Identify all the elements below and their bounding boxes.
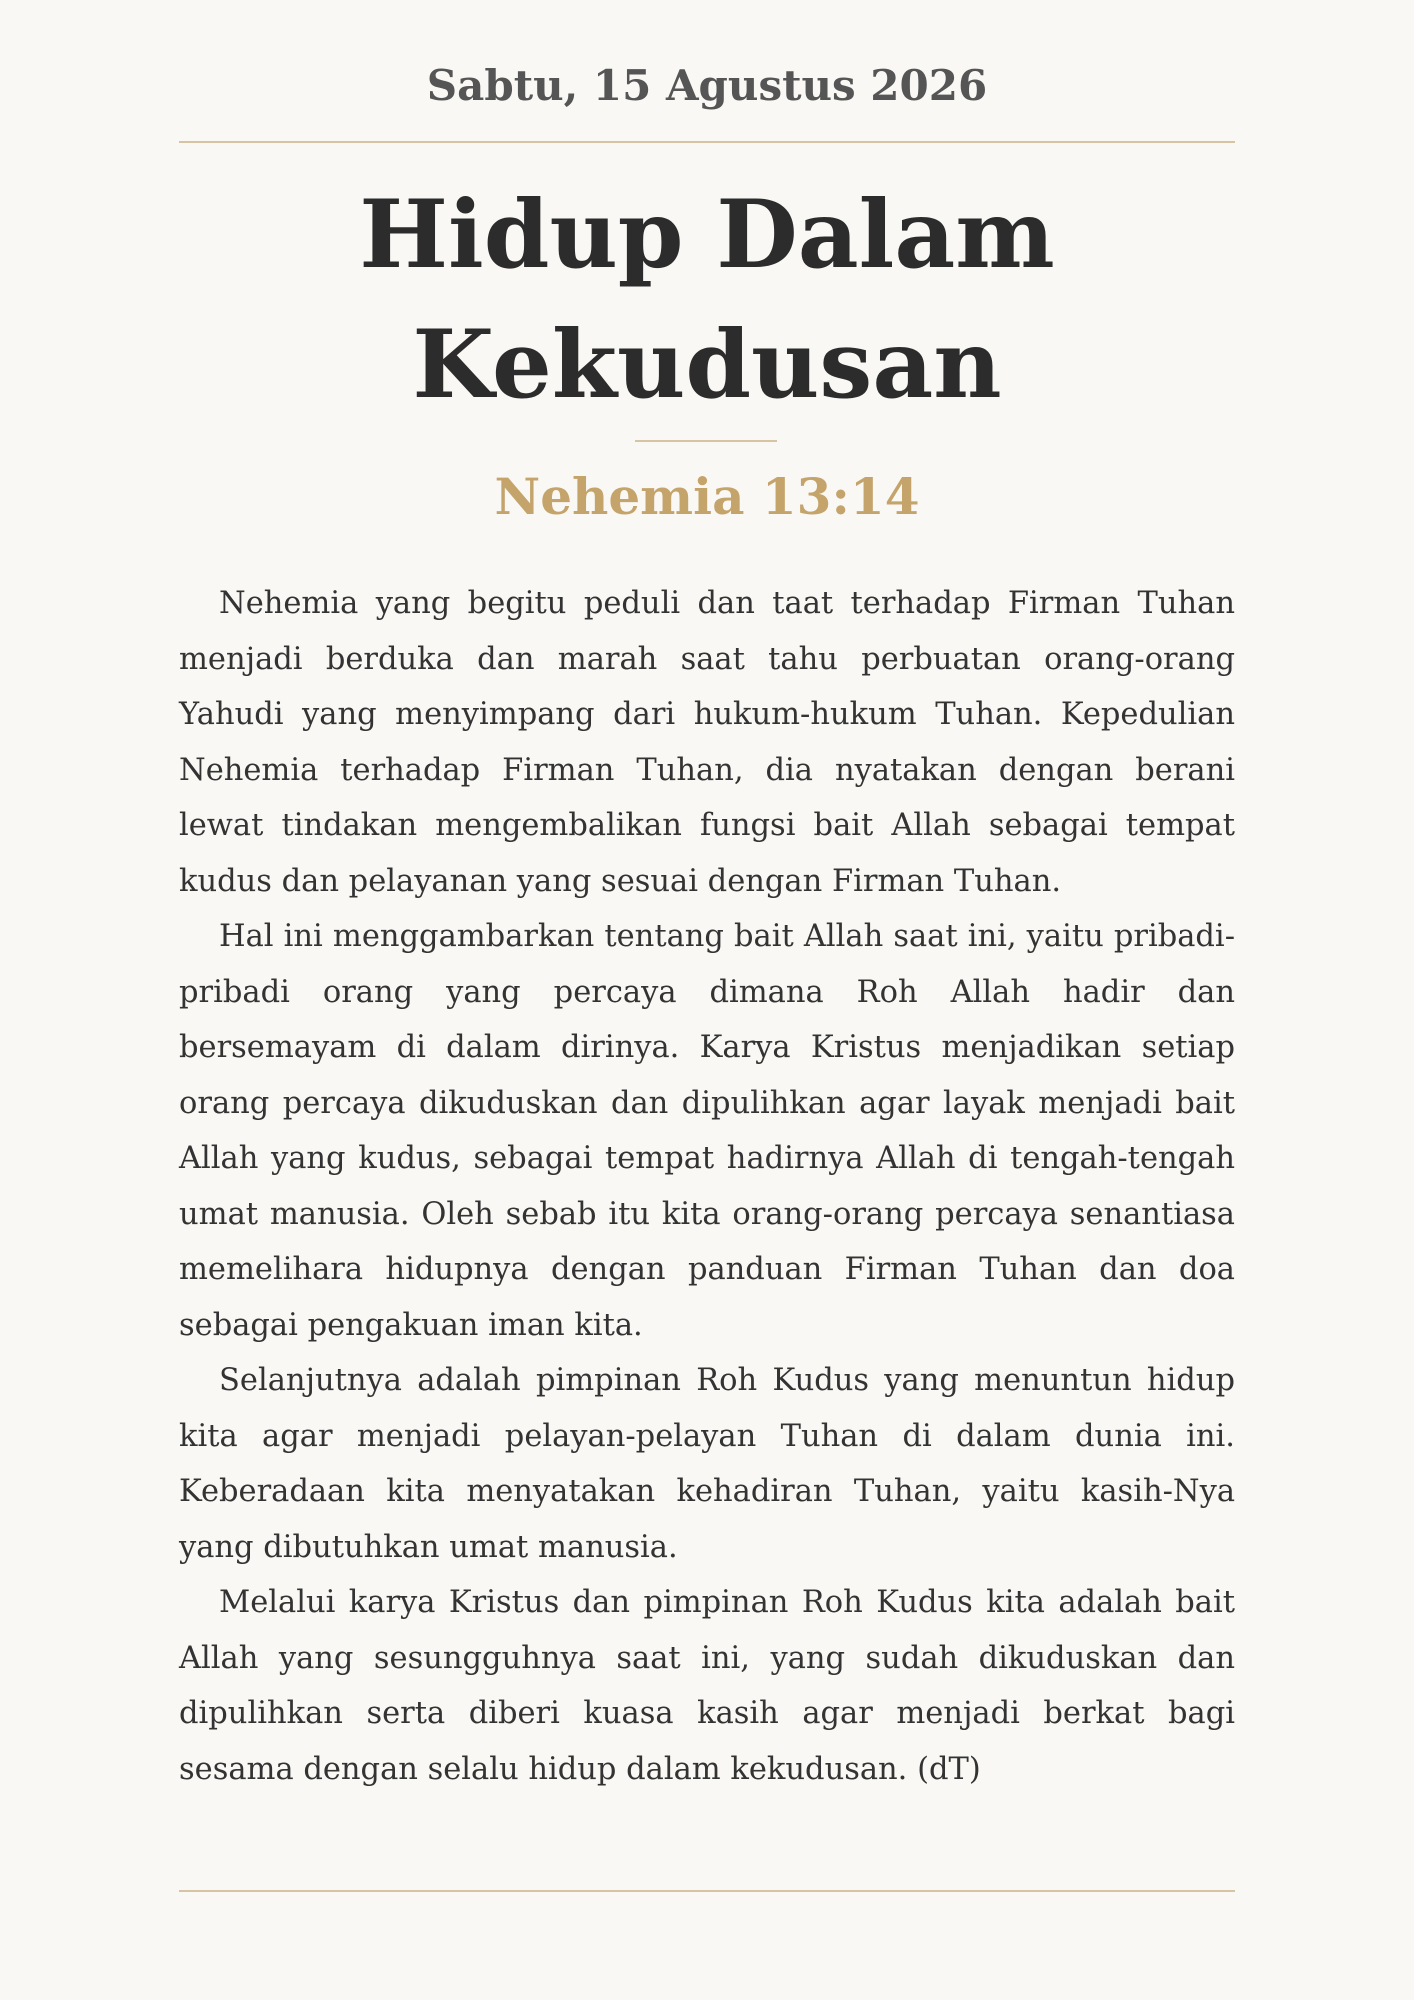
page-title: Hidup Dalam Kekudusan (359, 180, 1055, 420)
paragraph-3: Selanjutnya adalah pimpinan Roh Kudus yang menuntun hidup kita agar menjadi pelayan-pelayan Tuhan di dalam dunia ini. Keberadaan kita menyatakan kehadiran Tuhan, yaitu kasih-Nya yang dibutuhkan umat manusia. (179, 1363, 1235, 1565)
paragraph-2: Hal ini menggambarkan tentang bait Allah saat ini, yaitu pribadi-pribadi orang yang percaya dimana Roh Allah hadir dan bersemayam di dalam dirinya. Karya Kristus menjadikan setiap orang percaya dikuduskan dan dipulihkan agar layak menjadi bait Allah yang kudus, sebagai tempat hadirnya Allah di tengah-tengah umat manusia. Oleh sebab itu kita orang-orang percaya senantiasa memelihara hidupnya dengan panduan Firman Tuhan dan doa sebagai pengakuan iman kita. (179, 919, 1235, 1343)
verse-reference: Nehemia 13:14 (494, 467, 920, 526)
date-heading: Sabtu, 15 Agustus 2026 (426, 61, 988, 110)
article-body (179, 576, 1235, 1797)
top-divider (179, 141, 1235, 143)
bottom-divider (179, 1890, 1235, 1892)
title-divider (635, 440, 777, 442)
paragraph-1: Nehemia yang begitu peduli dan taat terhadap Firman Tuhan menjadi berduka dan marah saat tahu perbuatan orang-orang Yahudi yang menyimpang dari hukum-hukum Tuhan. Kepedulian Nehemia terhadap Firman Tuhan, dia nyatakan dengan berani lewat tindakan mengembalikan fungsi bait Allah sebagai tempat kudus dan pelayanan yang sesuai dengan Firman Tuhan. (179, 586, 1235, 899)
paragraph-4: Melalui karya Kristus dan pimpinan Roh Kudus kita adalah bait Allah yang sesungguhnya saat ini, yang sudah dikuduskan dan dipulihkan serta diberi kuasa kasih agar menjadi berkat bagi sesama dengan selalu hidup dalam kekudusan. (dT) (179, 1585, 1235, 1787)
